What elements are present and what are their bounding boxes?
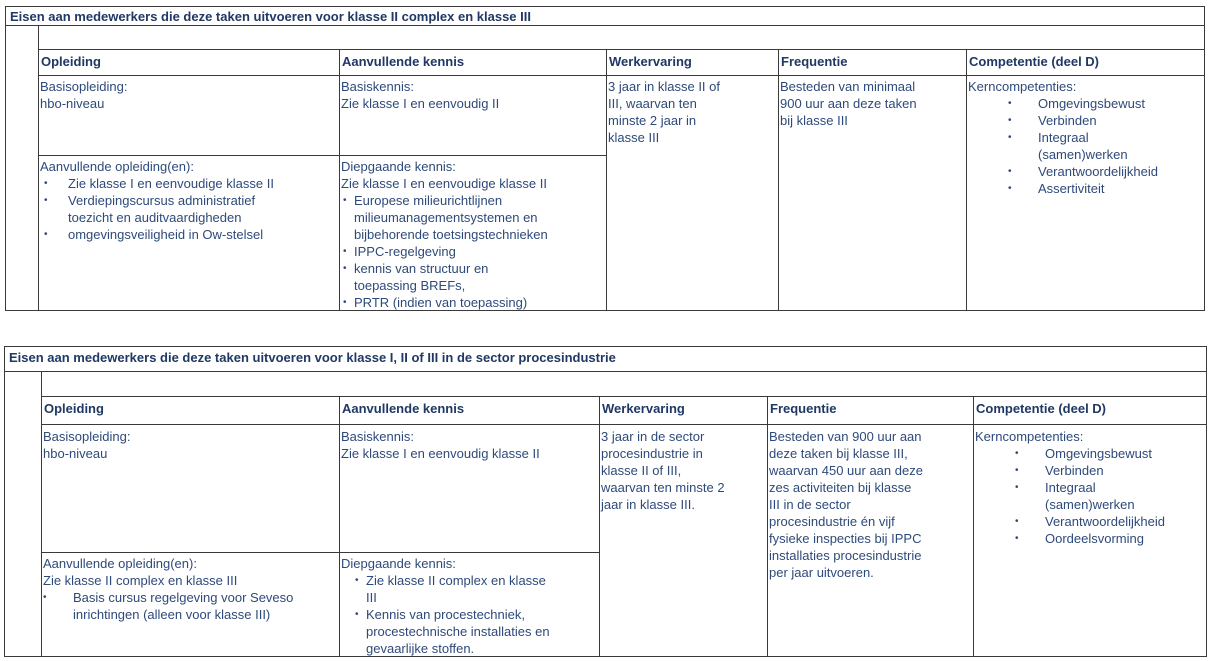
label: Basiskennis: <box>341 429 414 444</box>
line: 900 uur aan deze taken <box>780 96 917 111</box>
list-item: • Integraal (samen)werken <box>968 129 1204 163</box>
header-frequentie: Frequentie <box>778 49 967 76</box>
line: minste 2 jaar in <box>608 113 697 128</box>
cell-basiskennis <box>339 424 600 553</box>
header-werkervaring: Werkervaring <box>606 49 779 76</box>
label: Kerncompetenties: <box>975 429 1084 444</box>
cell-frequentie <box>767 424 974 657</box>
cell-diepgaande-kennis <box>339 155 607 311</box>
list-item: • Basis cursus regelgeving voor Seveso inrichtingen (alleen voor klasse III) <box>43 589 340 623</box>
intro: Zie klasse I en eenvoudige klasse II <box>341 176 547 191</box>
list-item: • Verantwoordelijkheid <box>968 163 1204 180</box>
list-item: • Verbinden <box>975 462 1206 479</box>
line: waarvan 450 uur aan deze <box>769 463 923 478</box>
label: Basisopleiding: <box>40 79 128 94</box>
list-item: • Oordeelsvorming <box>975 530 1206 547</box>
list-item: • Zie klasse I en eenvoudige klasse II <box>40 175 340 192</box>
line: jaar in klasse III. <box>601 497 695 512</box>
line: klasse II of III, <box>601 463 682 478</box>
list-item: • Omgevingsbewust <box>968 95 1204 112</box>
cell-werkervaring <box>606 75 779 311</box>
list-item: • Assertiviteit <box>968 180 1204 197</box>
table-title-row <box>5 6 1205 25</box>
list-item: • PRTR (indien van toepassing) <box>341 294 607 311</box>
list-item: • kennis van structuur en toepassing BREFs, <box>341 260 607 294</box>
cell-basisopleiding <box>38 75 340 156</box>
list-item: • Zie klasse II complex en klasse III <box>353 572 600 606</box>
intro: Zie klasse II complex en klasse III <box>43 573 238 588</box>
label: Diepgaande kennis: <box>341 556 456 571</box>
line: zes activiteiten bij klasse <box>769 480 912 495</box>
cell-frequentie <box>778 75 967 311</box>
line: waarvan ten minste 2 <box>601 480 725 495</box>
list-item: • IPPC-regelgeving <box>341 243 607 260</box>
header-competentie: Competentie (deel D) <box>973 396 1207 425</box>
line: 3 jaar in klasse II of <box>608 79 720 94</box>
table-title-row <box>4 346 1207 372</box>
header-aanvullende-kennis: Aanvullende kennis <box>339 49 607 76</box>
label: Diepgaande kennis: <box>341 159 456 174</box>
header-frequentie: Frequentie <box>767 396 974 425</box>
list-item: • Verbinden <box>968 112 1204 129</box>
line: klasse III <box>608 130 660 145</box>
cell-diepgaande-kennis <box>339 552 600 657</box>
line: deze taken bij klasse III, <box>769 446 908 461</box>
line: fysieke inspecties bij IPPC <box>769 531 922 546</box>
line: installaties procesindustrie <box>769 548 922 563</box>
header-opleiding: Opleiding <box>38 49 340 76</box>
label: Basisopleiding: <box>43 429 131 444</box>
cell-aanvullende-opleiding <box>38 155 340 311</box>
indent-column <box>5 25 39 311</box>
list-item: • Verdiepingscursus administratief toezicht en auditvaardigheden <box>40 192 340 226</box>
header-werkervaring: Werkervaring <box>599 396 768 425</box>
cell-competentie <box>973 424 1207 657</box>
value: hbo-niveau <box>40 96 105 111</box>
label: Kerncompetenties: <box>968 79 1077 94</box>
list-item: • Integraal (samen)werken <box>975 479 1206 513</box>
empty-row <box>38 25 1205 50</box>
label: Aanvullende opleiding(en): <box>40 159 194 174</box>
header-opleiding: Opleiding <box>41 396 340 425</box>
line: 3 jaar in de sector <box>601 429 705 444</box>
empty-row <box>41 371 1207 397</box>
value: hbo-niveau <box>43 446 108 461</box>
list-item: • Omgevingsbewust <box>975 445 1206 462</box>
list-item: • Kennis van procestechniek, procestechnische installaties en gevaarlijke stoffen. <box>353 606 600 657</box>
line: Besteden van minimaal <box>780 79 916 94</box>
value: Zie klasse I en eenvoudig klasse II <box>341 446 540 461</box>
header-aanvullende-kennis: Aanvullende kennis <box>339 396 600 425</box>
line: procesindustrie én vijf <box>769 514 895 529</box>
indent-column <box>4 371 42 657</box>
line: Besteden van 900 uur aan <box>769 429 922 444</box>
cell-aanvullende-opleiding <box>41 552 340 657</box>
table-title: Eisen aan medewerkers die deze taken uitvoeren voor klasse II complex en klasse III <box>10 9 531 24</box>
cell-basisopleiding <box>41 424 340 553</box>
label: Aanvullende opleiding(en): <box>43 556 197 571</box>
line: III, waarvan ten <box>608 96 697 111</box>
cell-werkervaring <box>599 424 768 657</box>
list-item: • Europese milieurichtlijnen milieumanagementsystemen en bijbehorende toetsingstechnieken <box>341 192 607 243</box>
list-item: • Verantwoordelijkheid <box>975 513 1206 530</box>
value: Zie klasse I en eenvoudig II <box>341 96 500 111</box>
line: III in de sector <box>769 497 851 512</box>
line: bij klasse III <box>780 113 848 128</box>
cell-competentie <box>966 75 1205 311</box>
line: procesindustrie in <box>601 446 703 461</box>
table-title: Eisen aan medewerkers die deze taken uitvoeren voor klasse I, II of III in de sector procesindustrie <box>9 350 616 365</box>
header-competentie: Competentie (deel D) <box>966 49 1205 76</box>
line: per jaar uitvoeren. <box>769 565 874 580</box>
cell-basiskennis <box>339 75 607 156</box>
label: Basiskennis: <box>341 79 414 94</box>
list-item: • omgevingsveiligheid in Ow-stelsel <box>40 226 340 243</box>
